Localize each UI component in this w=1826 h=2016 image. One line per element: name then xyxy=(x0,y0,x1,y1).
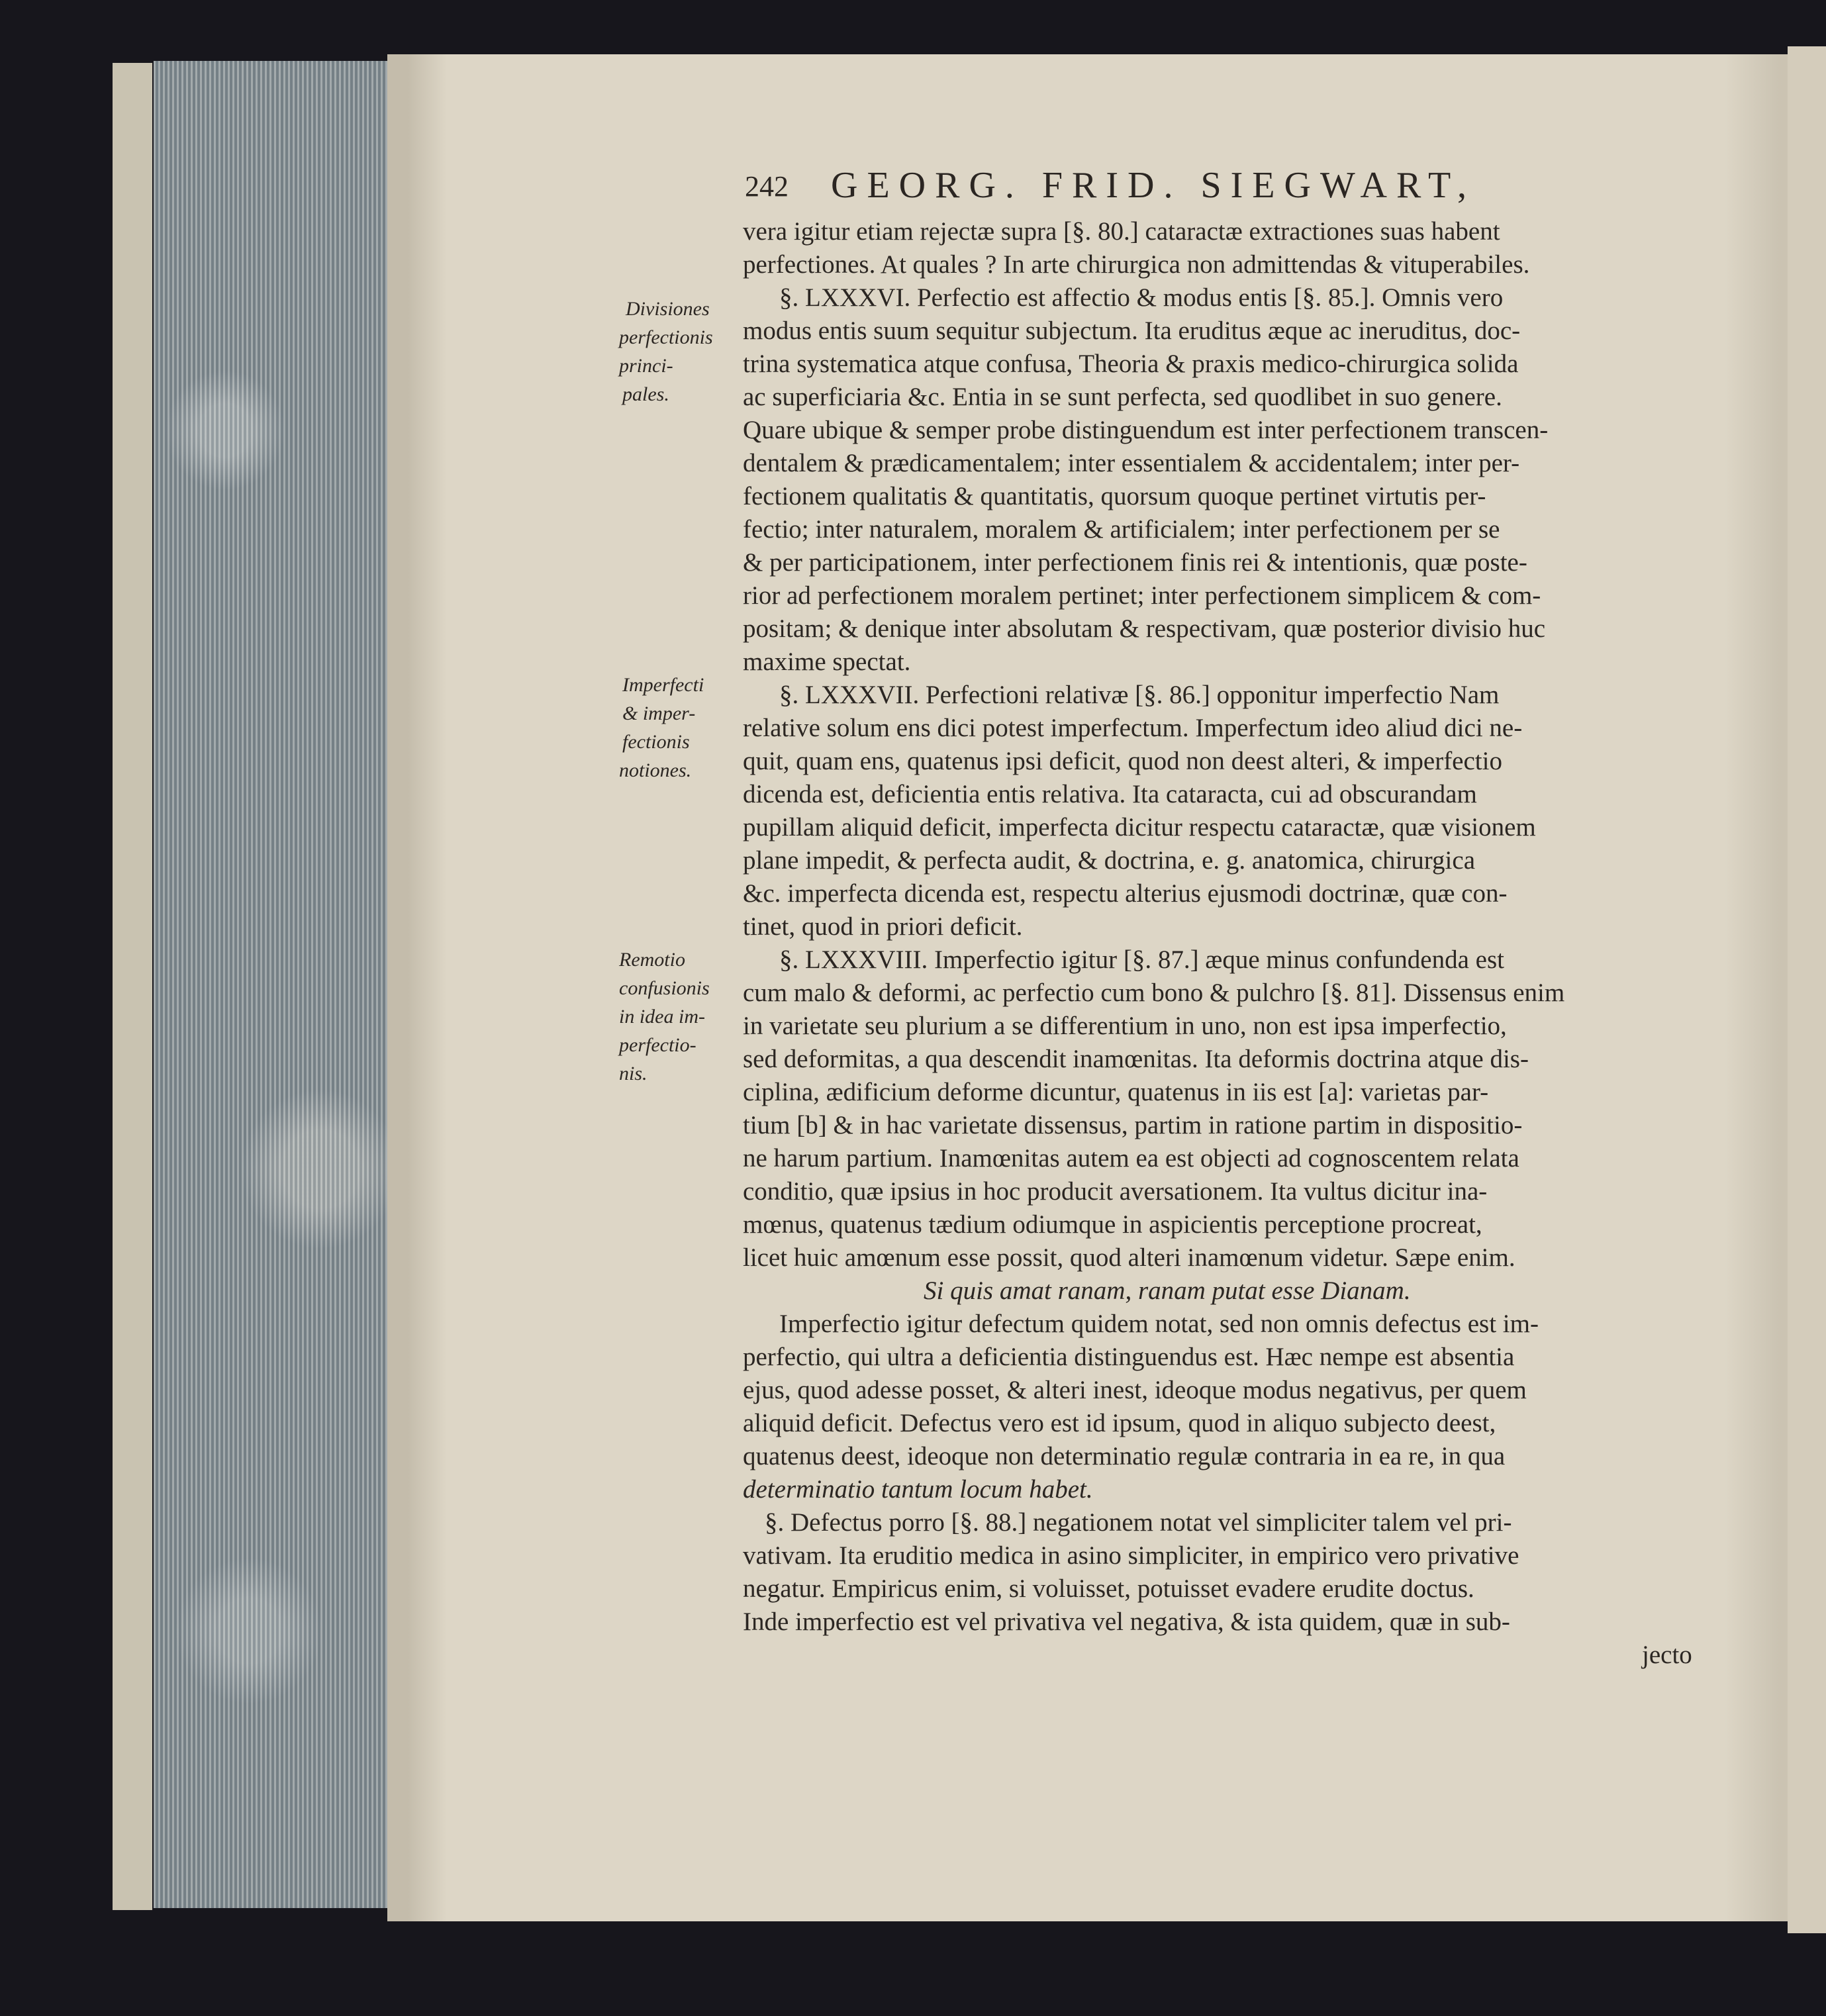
text-line: vera igitur etiam rejectæ supra [§. 80.] cataractæ extractiones suas habent xyxy=(743,217,1500,246)
margin-note-line: confusionis xyxy=(619,977,710,999)
text-line: dentalem & prædicamentalem; inter essentialem & accidentalem; inter per- xyxy=(743,449,1520,477)
text-line: pupillam aliquid deficit, imperfecta dicitur respectu cataractæ, quæ visionem xyxy=(743,813,1536,841)
text-line: &c. imperfecta dicenda est, respectu alterius ejusmodi doctrinæ, quæ con- xyxy=(743,879,1508,908)
text-line: perfectio, qui ultra a deficientia distinguendus est. Hæc nempe est absentia xyxy=(743,1343,1515,1371)
text-line: ne harum partium. Inamœnitas autem ea est objecti ad cognoscentem relata xyxy=(743,1144,1519,1173)
text-line: aliquid deficit. Defectus vero est id ipsum, quod in aliquo subjecto deest, xyxy=(743,1409,1496,1437)
text-line: quatenus deest, ideoque non determinatio regulæ contraria in ea re, in qua xyxy=(743,1442,1506,1470)
text-line: tinet, quod in priori deficit. xyxy=(743,912,1023,941)
text-line: §. LXXXVI. Perfectio est affectio & modus entis [§. 85.]. Omnis vero xyxy=(779,283,1504,312)
margin-note-line: perfectionis xyxy=(619,326,713,348)
text-line: ac superficiaria &c. Entia in se sunt perfecta, sed quodlibet in suo genere. xyxy=(743,383,1502,411)
margin-note-line: pales. xyxy=(622,383,669,405)
page-fore-edge xyxy=(154,61,392,1908)
text-line: quit, quam ens, quatenus ipsi deficit, quod non deest alteri, & imperfectio xyxy=(743,747,1502,775)
text-line: rior ad perfectionem moralem pertinet; inter perfectionem simplicem & com- xyxy=(743,581,1541,610)
text-line: vativam. Ita eruditio medica in asino simpliciter, in empirico vero privative xyxy=(743,1541,1519,1570)
verse-line: Si quis amat ranam, ranam putat esse Dianam. xyxy=(924,1276,1411,1305)
margin-note-line: fectionis xyxy=(622,731,690,753)
margin-note-line: perfectio- xyxy=(619,1034,697,1056)
text-line: positam; & denique inter absolutam & respectivam, quæ posterior divisio huc xyxy=(743,614,1546,643)
text-line: mœnus, quatenus tædium odiumque in aspicientis perceptione procreat, xyxy=(743,1210,1482,1239)
text-line: Quare ubique & semper probe distinguendum est inter perfectionem transcen- xyxy=(743,416,1549,444)
running-head: GEORG. FRID. SIEGWART, xyxy=(831,165,1476,206)
text-line: determinatio tantum locum habet. xyxy=(743,1475,1093,1504)
text-line: perfectiones. At quales ? In arte chirurgica non admittendas & vituperabiles. xyxy=(743,250,1530,279)
text-line: §. Defectus porro [§. 88.] negationem notat vel simpliciter talem vel pri- xyxy=(765,1508,1512,1537)
text-line: & per participationem, inter perfectionem finis rei & intentionis, quæ poste- xyxy=(743,548,1527,577)
text-line: Inde imperfectio est vel privativa vel negativa, & ista quidem, quæ in sub- xyxy=(743,1608,1510,1636)
margin-note-line: nis. xyxy=(619,1063,648,1084)
text-line: fectio; inter naturalem, moralem & artificialem; inter perfectionem per se xyxy=(743,515,1500,544)
text-line: dicenda est, deficientia entis relativa. Ita cataracta, cui ad obscurandam xyxy=(743,780,1477,808)
text-line: relative solum ens dici potest imperfectum. Imperfectum ideo aliud dici ne- xyxy=(743,714,1523,742)
margin-note-line: Remotio xyxy=(619,949,685,971)
margin-note-line: in idea im- xyxy=(619,1006,705,1028)
text-line: fectionem qualitatis & quantitatis, quorsum quoque pertinet virtutis per- xyxy=(743,482,1486,510)
book-cover-edge xyxy=(113,63,152,1910)
text-line: in varietate seu plurium a se differentium in uno, non est ipsa imperfectio, xyxy=(743,1012,1507,1040)
margin-note-line: princi- xyxy=(619,355,673,377)
text-line: conditio, quæ ipsius in hoc producit aversationem. Ita vultus dicitur ina- xyxy=(743,1177,1488,1206)
text-line: trina systematica atque confusa, Theoria & praxis medico-chirurgica solida xyxy=(743,350,1519,378)
text-line: cum malo & deformi, ac perfectio cum bono & pulchro [§. 81]. Dissensus enim xyxy=(743,979,1565,1007)
facing-page-edge xyxy=(1788,46,1826,1933)
text-line: maxime spectat. xyxy=(743,648,911,676)
margin-note-line: notiones. xyxy=(619,759,692,781)
margin-note-line: Imperfecti xyxy=(622,674,704,696)
catchword: jecto xyxy=(1642,1641,1692,1669)
margin-note-line: Divisiones xyxy=(626,298,710,320)
text-line: tium [b] & in hac varietate dissensus, partim in ratione partim in dispositio- xyxy=(743,1111,1523,1139)
text-line: plane impedit, & perfecta audit, & doctrina, e. g. anatomica, chirurgica xyxy=(743,846,1476,875)
text-line: licet huic amœnum esse possit, quod alteri inamœnum videtur. Sæpe enim. xyxy=(743,1243,1515,1272)
text-line: negatur. Empiricus enim, si voluisset, potuisset evadere erudite doctus. xyxy=(743,1574,1474,1603)
text-line: §. LXXXVIII. Imperfectio igitur [§. 87.] æque minus confundenda est xyxy=(779,945,1504,974)
text-line: sed deformitas, a qua descendit inamœnitas. Ita deformis doctrina atque dis- xyxy=(743,1045,1529,1073)
text-line: Imperfectio igitur defectum quidem notat, sed non omnis defectus est im- xyxy=(779,1310,1539,1338)
text-line: ejus, quod adesse posset, & alteri inest, ideoque modus negativus, per quem xyxy=(743,1376,1527,1404)
text-line: ciplina, ædificium deforme dicuntur, quatenus in iis est [a]: varietas par- xyxy=(743,1078,1489,1106)
text-line: §. LXXXVII. Perfectioni relativæ [§. 86.] opponitur imperfectio Nam xyxy=(779,681,1500,709)
margin-note-line: & imper- xyxy=(622,702,696,724)
text-line: modus entis suum sequitur subjectum. Ita eruditus æque ac ineruditus, doc- xyxy=(743,316,1521,345)
page-number: 242 xyxy=(745,170,789,203)
